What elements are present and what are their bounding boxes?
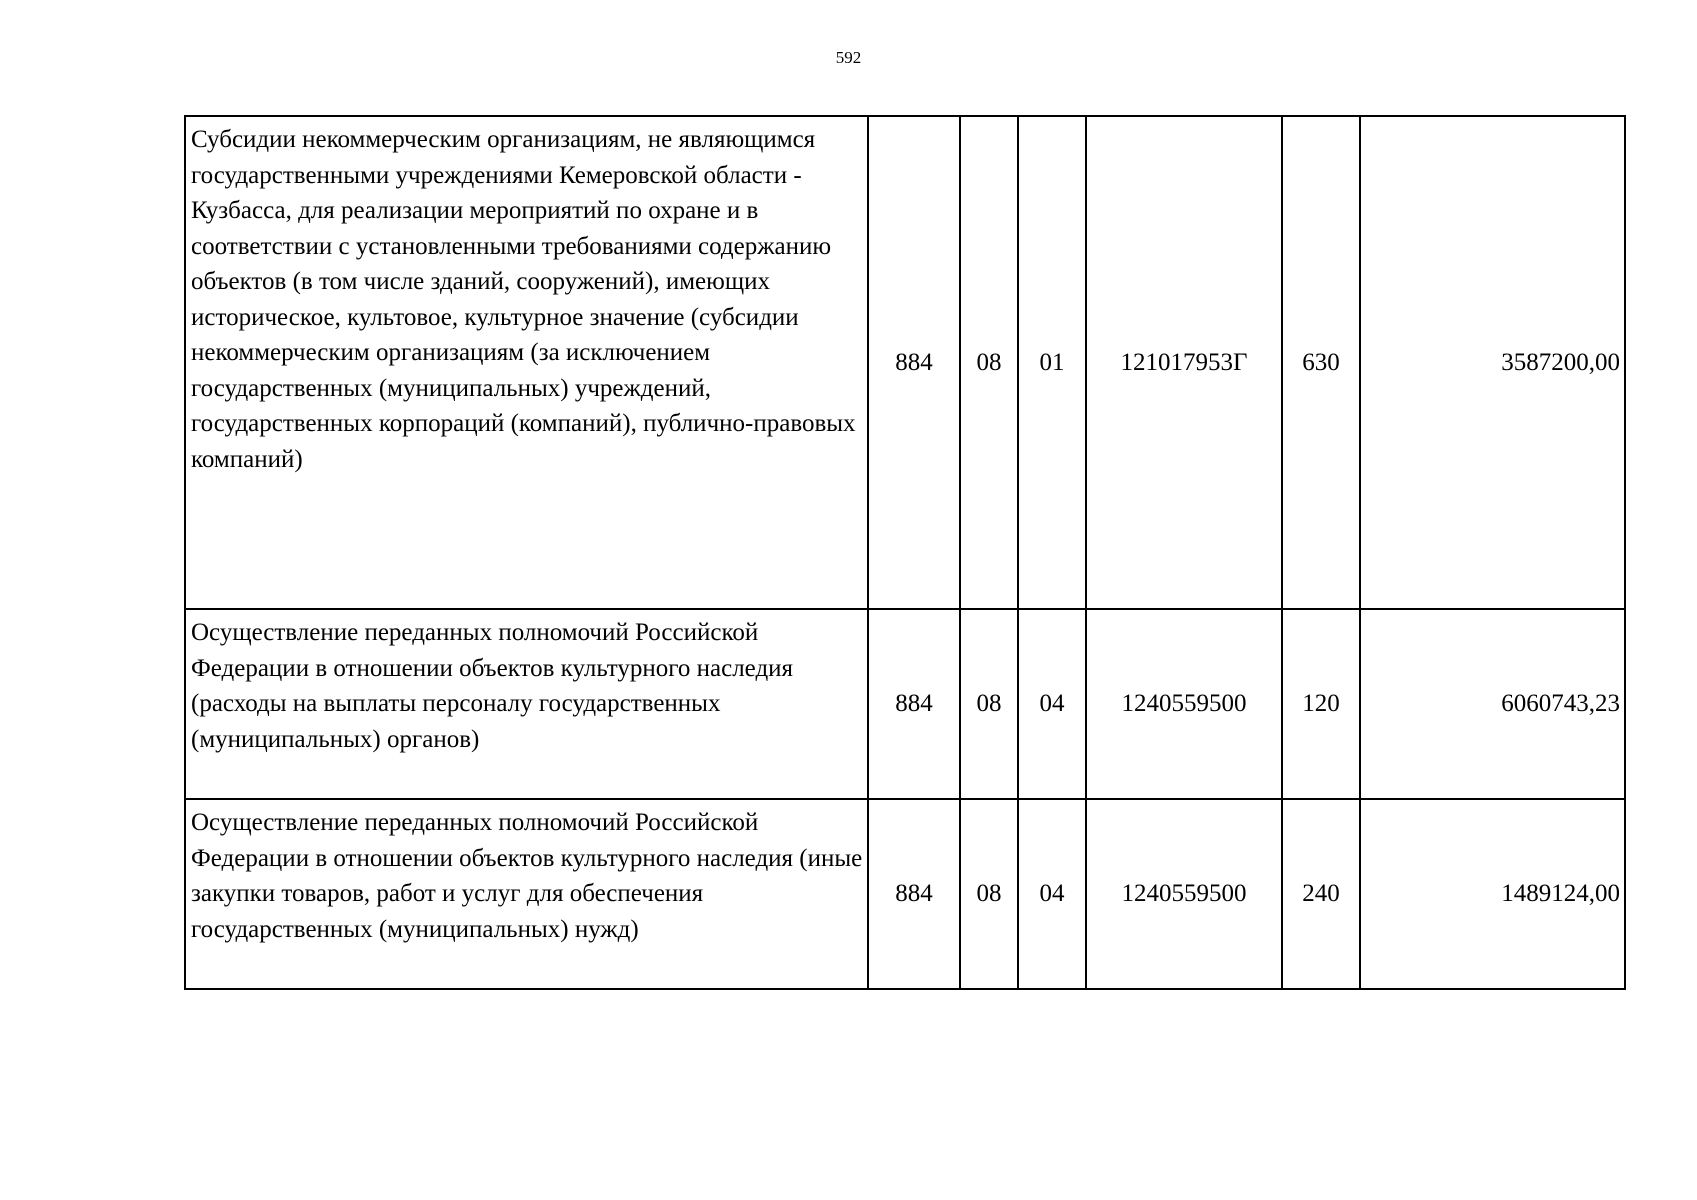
row-description: Осуществление переданных полномочий Российской Федерации в отношении объектов культурного наследия (расходы на выплаты персоналу государственных (муниципальных) органов) (185, 609, 868, 799)
row-description: Субсидии некоммерческим организациям, не являющимся государственными учреждениями Кемеровской области - Кузбасса, для реализации мероприятий по охране и в соответствии с установленными требованиями содержанию объектов (в том числе зданий, сооружений), имеющих историческое, культовое, культурное значение (субсидии некоммерческим организациям (за исключением государственных (муниципальных) учреждений, государственных корпораций (компаний), публично-правовых компаний) (185, 116, 868, 609)
target-article-code: 121017953Г (1086, 116, 1282, 609)
ministry-code: 884 (868, 799, 960, 989)
subsection-code: 04 (1018, 609, 1086, 799)
target-article-code: 1240559500 (1086, 609, 1282, 799)
target-article-code: 1240559500 (1086, 799, 1282, 989)
subsection-code: 04 (1018, 799, 1086, 989)
ministry-code: 884 (868, 116, 960, 609)
budget-table (184, 115, 1626, 990)
subsection-code: 01 (1018, 116, 1086, 609)
section-code: 08 (960, 116, 1018, 609)
section-code: 08 (960, 799, 1018, 989)
table-row (185, 116, 1625, 609)
amount: 6060743,23 (1360, 609, 1625, 799)
expense-type-code: 240 (1282, 799, 1360, 989)
section-code: 08 (960, 609, 1018, 799)
table-row (185, 609, 1625, 799)
table-row (185, 799, 1625, 989)
ministry-code: 884 (868, 609, 960, 799)
page-number: 592 (835, 48, 862, 67)
row-description: Осуществление переданных полномочий Российской Федерации в отношении объектов культурного наследия (иные закупки товаров, работ и услуг для обеспечения государственных (муниципальных) нужд) (185, 799, 868, 989)
amount: 3587200,00 (1360, 116, 1625, 609)
expense-type-code: 630 (1282, 116, 1360, 609)
amount: 1489124,00 (1360, 799, 1625, 989)
expense-type-code: 120 (1282, 609, 1360, 799)
